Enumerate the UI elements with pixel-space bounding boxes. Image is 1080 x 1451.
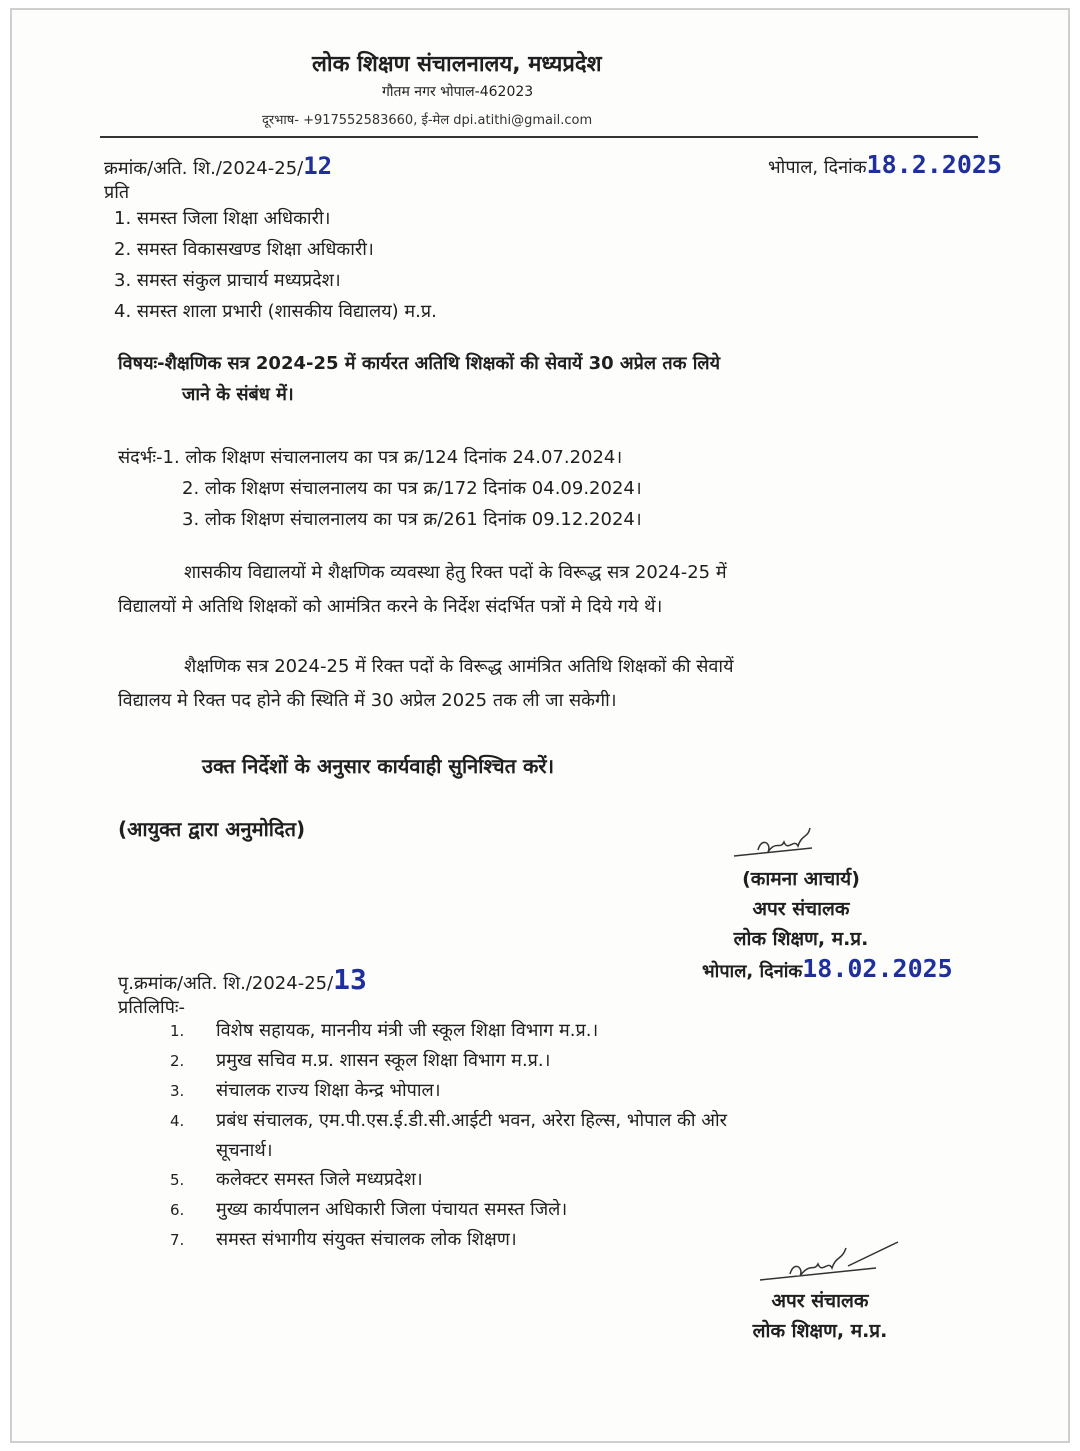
reference-item: 2. लोक शिक्षण संचालनालय का पत्र क्र/172 दिनांक 04.09.2024।: [182, 478, 642, 499]
office-address: गौतम नगर भोपाल-462023: [382, 84, 534, 100]
copy-item: 3. संचालक राज्य शिक्षा केन्द्र भोपाल।: [170, 1080, 441, 1101]
recipient-list: [114, 206, 437, 330]
copy-list: [170, 1016, 727, 1255]
office-title: लोक शिक्षण संचालनालय, मध्यप्रदेश: [312, 52, 602, 77]
copy-label: प्रतिलिपिः-: [118, 997, 186, 1018]
office-contact: दूरभाष- +917552583660, ई-मेल dpi.atithi@gmail.com: [262, 113, 593, 128]
copy-item: 2. प्रमुख सचिव म.प्र. शासन स्कूल शिक्षा विभाग म.प्र.।: [170, 1050, 551, 1071]
copy-item: 7. समस्त संभागीय संयुक्त संचालक लोक शिक्षण।: [170, 1229, 517, 1250]
subject-line-1: विषयः-शैक्षणिक सत्र 2024-25 में कार्यरत अतिथि शिक्षकों की सेवायें 30 अप्रेल तक लिये: [118, 353, 721, 374]
copy-item: 6. मुख्य कार्यपालन अधिकारी जिला पंचायत समस्त जिले।: [170, 1199, 568, 1220]
order-date-handwritten: 18.2.2025: [866, 150, 1003, 179]
paragraph-2-line-1: शैक्षणिक सत्र 2024-25 में रिक्त पदों के विरूद्ध आमंत्रित अतिथि शिक्षकों की सेवायें: [184, 656, 734, 677]
paragraph-1: [118, 556, 727, 624]
signatory-2-designation: अपर संचालक: [771, 1290, 869, 1312]
endorsement-date-handwritten: 18.02.2025: [802, 954, 953, 983]
paragraph-1-line-2: विद्यालयों मे अतिथि शिक्षकों को आमंत्रित करने के निर्देश संदर्भित पत्रों मे दिये गये थें।: [118, 596, 663, 617]
endorsement-date: [702, 954, 953, 983]
signatory-1: [706, 864, 896, 954]
order-number-handwritten: 12: [303, 152, 333, 180]
reference-item: संदर्भः-1. लोक शिक्षण संचालनालय का पत्र क्र/124 दिनांक 24.07.2024।: [118, 447, 623, 468]
endorsement-number-handwritten: 13: [333, 963, 367, 996]
paragraph-2-line-2: विद्यालय मे रिक्त पद होने की स्थिति में 30 अप्रेल 2025 तक ली जा सकेगी।: [118, 690, 617, 711]
signatory-1-office: लोक शिक्षण, म.प्र.: [733, 928, 869, 950]
subject: [118, 348, 720, 410]
recipient-item: 4. समस्त शाला प्रभारी (शासकीय विद्यालय) म.प्र.: [114, 301, 437, 322]
paragraph-1-line-1: शासकीय विद्यालयों मे शैक्षणिक व्यवस्था हेतु रिक्त पदों के विरूद्ध सत्र 2024-25 में: [184, 562, 727, 583]
copy-item: 5. कलेक्टर समस्त जिले मध्यप्रदेश।: [170, 1169, 423, 1190]
copy-item-continuation: सूचनार्थ।: [216, 1140, 273, 1161]
recipient-item: 1. समस्त जिला शिक्षा अधिकारी।: [114, 208, 331, 229]
instruction: उक्त निर्देशों के अनुसार कार्यवाही सुनिश्चित करें।: [202, 754, 555, 778]
recipient-item: 2. समस्त विकासखण्ड शिक्षा अधिकारी।: [114, 239, 374, 260]
copy-item: 4. प्रबंध संचालक, एम.पी.एस.ई.डी.सी.आईटी भवन, अरेरा हिल्स, भोपाल की ओर: [170, 1110, 727, 1131]
order-number-label: क्रमांक/अति. शि./2024-25/: [104, 158, 304, 179]
reference-item: 3. लोक शिक्षण संचालनालय का पत्र क्र/261 दिनांक 09.12.2024।: [182, 509, 642, 530]
recipient-item: 3. समस्त संकुल प्राचार्य मध्यप्रदेश।: [114, 270, 341, 291]
signature-2: [756, 1238, 906, 1288]
order-number: [104, 152, 332, 180]
order-date: [768, 150, 1002, 179]
signatory-2-office: लोक शिक्षण, म.प्र.: [752, 1320, 888, 1342]
approval-note: (आयुक्त द्वारा अनुमोदित): [118, 817, 306, 841]
header-rule: [100, 136, 978, 138]
endorsement-number-label: पृ.क्रमांक/अति. शि./2024-25/: [118, 973, 334, 994]
reference-list: [118, 442, 642, 535]
order-date-label: भोपाल, दिनांक: [768, 157, 867, 178]
signatory-2: [740, 1286, 900, 1346]
endorsement-date-label: भोपाल, दिनांक: [702, 961, 803, 982]
endorsement-number: [118, 963, 367, 996]
to-label: प्रति: [104, 182, 130, 203]
signatory-1-designation: अपर संचालक: [752, 898, 850, 920]
signatory-1-name: (कामना आचार्य): [742, 868, 860, 890]
subject-line-2: जाने के संबंध में।: [182, 384, 294, 405]
copy-item: 1. विशेष सहायक, माननीय मंत्री जी स्कूल शिक्षा विभाग म.प्र.।: [170, 1020, 599, 1041]
paragraph-2: [118, 650, 734, 718]
